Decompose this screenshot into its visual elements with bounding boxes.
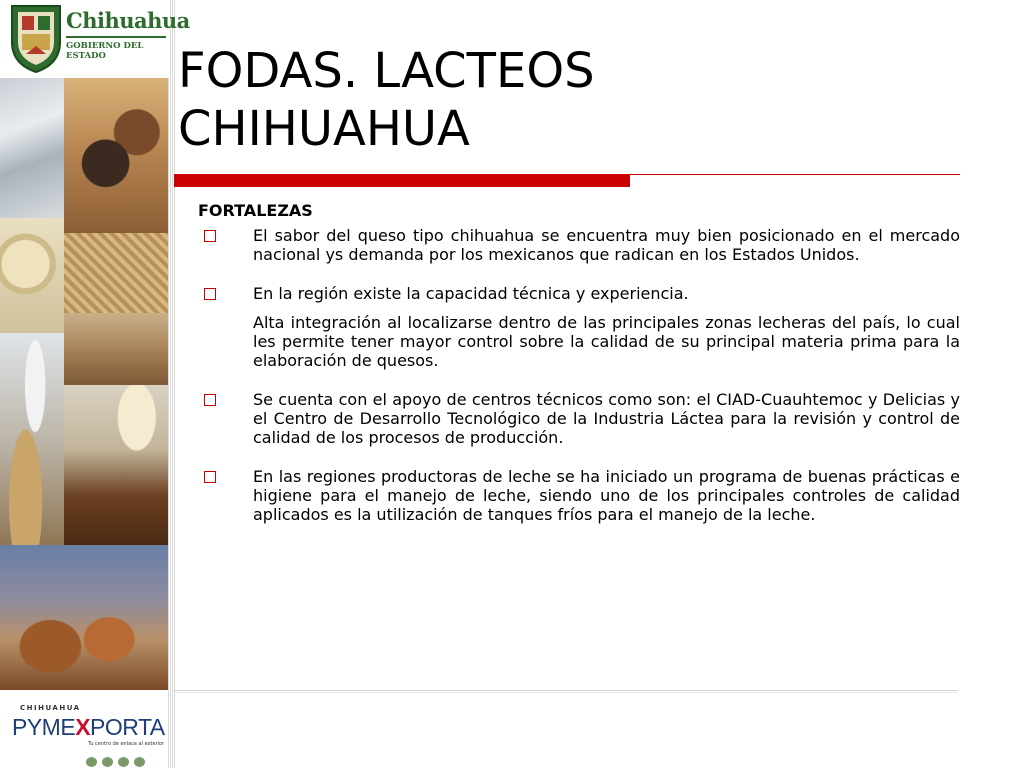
logo-title: Chihuahua — [66, 8, 190, 33]
logo-rule — [66, 36, 166, 38]
baskets-photo — [64, 233, 168, 313]
sponsor-logos — [86, 752, 154, 764]
square-bullet-icon — [204, 230, 216, 242]
bullet-item — [198, 284, 960, 370]
food-worker-photo — [0, 333, 64, 545]
section-heading: FORTALEZAS — [198, 201, 313, 220]
title-underline-rule — [630, 174, 960, 175]
sponsor-logo-icon — [86, 757, 97, 767]
title-underline-bar — [174, 174, 630, 187]
coat-of-arms-icon — [8, 2, 64, 74]
bullet-item — [198, 226, 960, 264]
logo-subtitle: GOBIERNO DEL ESTADO — [66, 41, 144, 61]
furniture-lamp-photo — [64, 385, 168, 545]
footer-rule — [174, 690, 957, 691]
square-bullet-icon — [204, 288, 216, 300]
pymexporta-wordmark: PYMEXPORTA — [12, 714, 165, 740]
bullet-continuation: Alta integración al localizarse dentro de las principales zonas lecheras del país, lo cual les permite tener mayor control sobre la calidad de su principal materia prima para la elaboración de quesos. — [253, 313, 960, 370]
bullet-item — [198, 467, 960, 524]
chihuahua-logo — [0, 0, 190, 78]
dairy-factory-photo — [0, 78, 64, 218]
square-bullet-icon — [204, 471, 216, 483]
sponsor-logo-icon — [118, 757, 129, 767]
sponsor-logo-icon — [134, 757, 145, 767]
handicraft-dolls-photo — [64, 313, 168, 385]
bullet-text: En la región existe la capacidad técnica y experiencia. — [253, 284, 689, 303]
pymexporta-region: CHIHUAHUA — [20, 704, 81, 712]
title-line-1: FODAS. LACTEOS — [178, 43, 595, 99]
footer-rule-shadow — [174, 692, 957, 693]
pottery-photo — [64, 78, 168, 233]
sponsor-logo-icon — [102, 757, 113, 767]
square-bullet-icon — [204, 394, 216, 406]
bullet-text: Se cuenta con el apoyo de centros técnicos como son: el CIAD-Cuauhtemoc y Delicias y el Centro de Desarrollo Tecnológico de la Industria Láctea para la revisión y control de calidad de los procesos de producción. — [253, 390, 960, 447]
cheese-wheels-photo — [0, 218, 64, 333]
title-line-2: CHIHUAHUA — [178, 101, 470, 157]
wooden-furniture-photo — [0, 545, 168, 690]
bullet-text: El sabor del queso tipo chihuahua se encuentra muy bien posicionado en el mercado nacional ys demanda por los mexicanos que radican en los Estados Unidos. — [253, 226, 960, 264]
slide-title — [178, 42, 978, 158]
pymexporta-tagline: Tu centro de enlace al exterior — [88, 741, 165, 747]
slide-body — [198, 201, 960, 524]
bullet-text: En las regiones productoras de leche se ha iniciado un programa de buenas prácticas e higiene para el manejo de leche, siendo uno de los principales controles de calidad aplicados es la utilización de tanques fríos para el manejo de la leche. — [253, 467, 960, 524]
vertical-divider-stripes — [168, 0, 176, 768]
bullet-item — [198, 390, 960, 447]
